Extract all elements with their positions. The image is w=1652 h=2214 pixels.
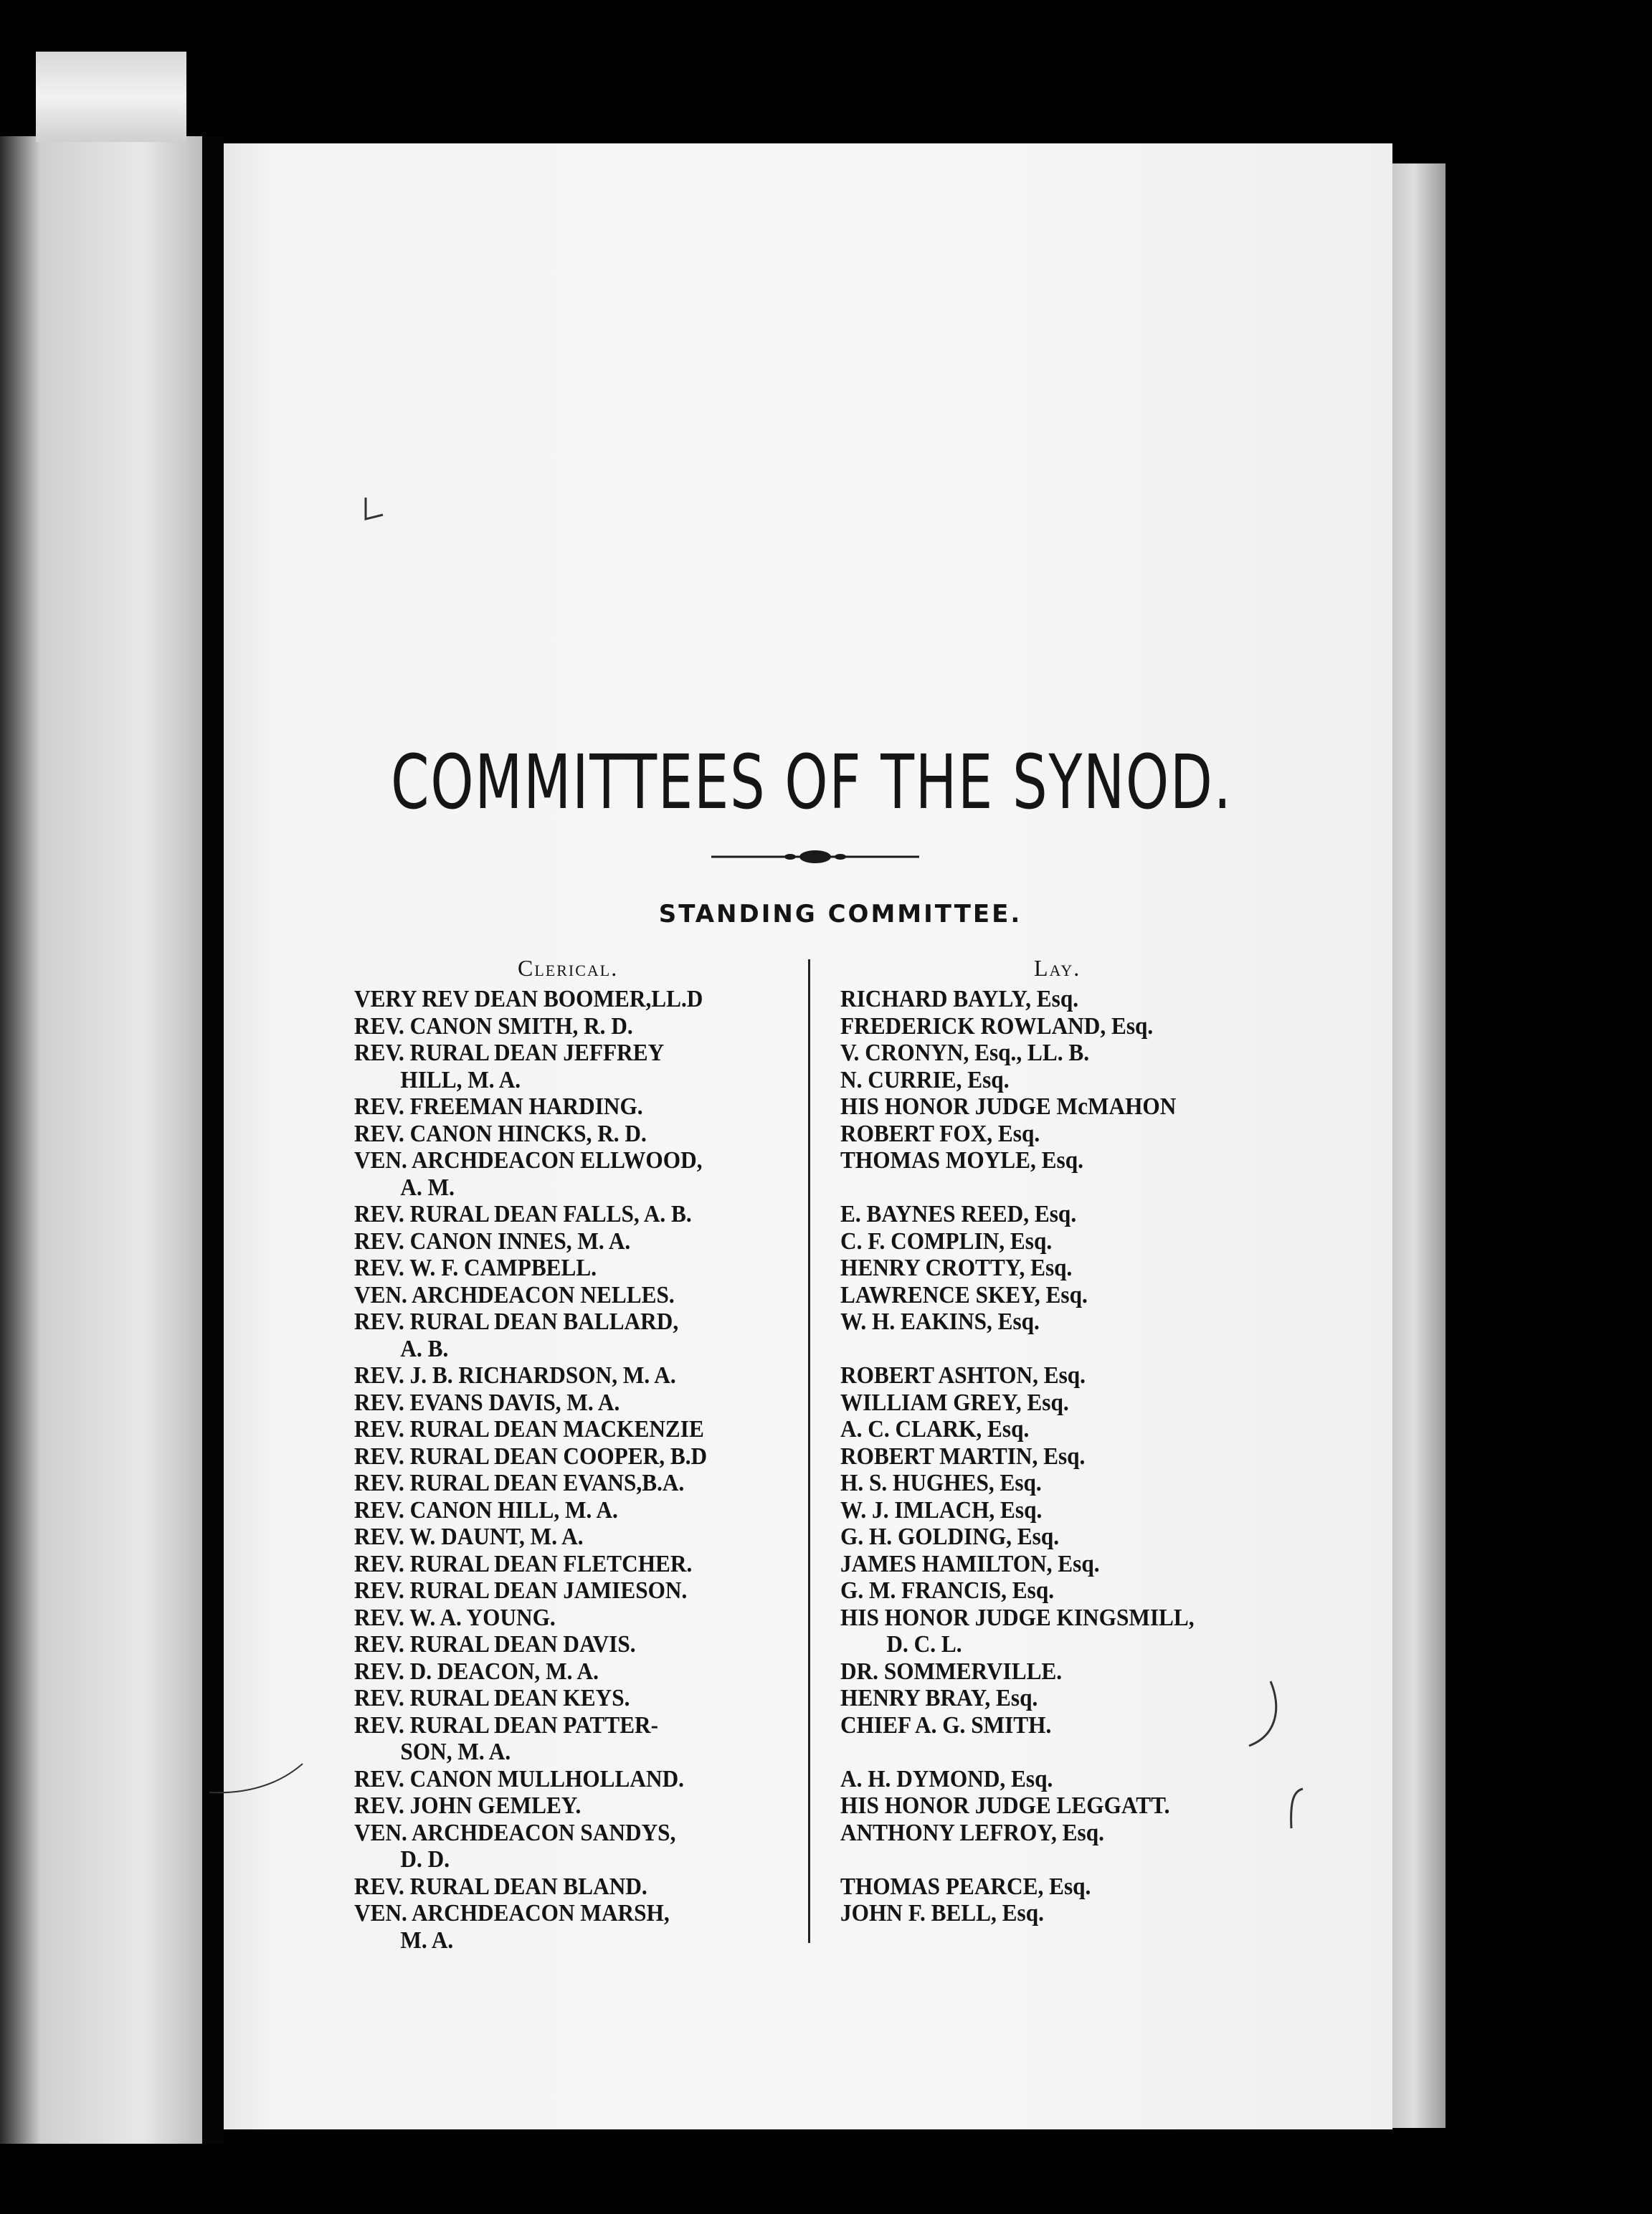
lay-member-entry: W. H. EAKINS, Esq. xyxy=(840,1308,1040,1335)
book-gutter xyxy=(202,136,224,2144)
clerical-member-entry: REV. RURAL DEAN PATTER- xyxy=(354,1711,659,1739)
clerical-member-entry: REV. CANON INNES, M. A. xyxy=(354,1227,631,1255)
clerical-member-entry: M. A. xyxy=(400,1926,454,1954)
lay-member-entry: G. H. GOLDING, Esq. xyxy=(840,1524,1060,1550)
clerical-member-entry: REV. RURAL DEAN MACKENZIE xyxy=(354,1416,704,1443)
clerical-member-entry: REV. RURAL DEAN EVANS,B.A. xyxy=(354,1470,685,1496)
lay-member-entry: CHIEF A. G. SMITH. xyxy=(840,1711,1052,1739)
lay-member-entry: THOMAS MOYLE, Esq. xyxy=(840,1147,1083,1174)
clerical-member-entry: REV. RURAL DEAN BALLARD, xyxy=(354,1308,679,1335)
lay-member-entry xyxy=(840,1846,1329,1873)
lay-member-entry: FREDERICK ROWLAND, Esq. xyxy=(840,1012,1154,1040)
left-page-edge xyxy=(0,136,202,2144)
lay-member-entry: WILLIAM GREY, Esq. xyxy=(840,1389,1069,1416)
clerical-member-entry: VEN. ARCHDEACON SANDYS, xyxy=(354,1819,676,1846)
clerical-member-entry: REV. EVANS DAVIS, M. A. xyxy=(354,1389,620,1416)
clerical-member-entry: VEN. ARCHDEACON NELLES. xyxy=(354,1281,675,1308)
lay-member-entry: ANTHONY LEFROY, Esq. xyxy=(840,1819,1104,1846)
clerical-member-entry: VEN. ARCHDEACON MARSH, xyxy=(354,1900,670,1926)
title-ornament-divider xyxy=(711,842,919,871)
clerical-member-list xyxy=(354,986,799,1954)
lay-member-entry: W. J. IMLACH, Esq. xyxy=(840,1496,1043,1524)
lay-member-entry: JAMES HAMILTON, Esq. xyxy=(840,1550,1100,1577)
clerical-member-entry: VEN. ARCHDEACON ELLWOOD, xyxy=(354,1147,703,1174)
clerical-member-entry: REV. CANON HILL, M. A. xyxy=(354,1496,618,1524)
pen-mark xyxy=(209,1757,310,1800)
lay-member-entry: A. H. DYMOND, Esq. xyxy=(840,1765,1053,1792)
lay-member-entry: HIS HONOR JUDGE McMAHON xyxy=(840,1093,1177,1120)
clerical-member-entry: REV. CANON SMITH, R. D. xyxy=(354,1012,633,1040)
clerical-member-entry: VERY REV DEAN BOOMER,LL.D xyxy=(354,986,703,1012)
lay-member-entry: ROBERT MARTIN, Esq. xyxy=(840,1443,1086,1470)
lay-member-entry: HENRY CROTTY, Esq. xyxy=(840,1255,1073,1281)
clerical-member-entry: REV. W. F. CAMPBELL. xyxy=(354,1255,597,1281)
lay-member-entry: A. C. CLARK, Esq. xyxy=(840,1416,1030,1443)
lay-member-entry: D. C. L. xyxy=(886,1631,962,1658)
clerical-member-entry: REV. W. A. YOUNG. xyxy=(354,1604,556,1631)
lay-member-entry: THOMAS PEARCE, Esq. xyxy=(840,1873,1091,1900)
clerical-column-heading: Clerical. xyxy=(518,955,619,981)
lay-member-entry: ROBERT FOX, Esq. xyxy=(840,1120,1040,1147)
lay-member-entry: RICHARD BAYLY, Esq. xyxy=(840,986,1079,1012)
clerical-member-entry: REV. RURAL DEAN JEFFREY xyxy=(354,1040,665,1066)
clerical-member-entry: HILL, M. A. xyxy=(400,1066,521,1093)
lay-member-entry: DR. SOMMERVILLE. xyxy=(840,1658,1063,1685)
lay-member-entry: E. BAYNES REED, Esq. xyxy=(840,1201,1077,1227)
clerical-member-entry: REV. RURAL DEAN FLETCHER. xyxy=(354,1550,693,1577)
clerical-member-entry: A. B. xyxy=(400,1335,449,1362)
clerical-member-entry: REV. FREEMAN HARDING. xyxy=(354,1093,643,1120)
lay-member-entry: ROBERT ASHTON, Esq. xyxy=(840,1362,1086,1389)
lay-member-entry xyxy=(840,1927,1329,1954)
clerical-member-entry: REV. CANON MULLHOLLAND. xyxy=(354,1765,684,1792)
page-title: COMMITTEES OF THE SYNOD. xyxy=(391,738,1233,826)
pen-mark xyxy=(1242,1678,1285,1757)
pen-mark xyxy=(360,495,389,523)
lay-member-entry: N. CURRIE, Esq. xyxy=(840,1066,1010,1093)
clerical-member-entry: REV. W. DAUNT, M. A. xyxy=(354,1524,584,1550)
clerical-member-entry: REV. RURAL DEAN FALLS, A. B. xyxy=(354,1201,692,1227)
lay-member-entry: C. F. COMPLIN, Esq. xyxy=(840,1227,1053,1255)
lay-member-entry: HIS HONOR JUDGE KINGSMILL, xyxy=(840,1604,1195,1631)
lay-member-entry: HIS HONOR JUDGE LEGGATT. xyxy=(840,1792,1170,1819)
lay-column-heading: Lay. xyxy=(1034,955,1081,981)
clerical-member-entry: D. D. xyxy=(400,1846,450,1873)
clerical-member-entry: A. M. xyxy=(400,1174,455,1201)
clerical-member-entry: REV. CANON HINCKS, R. D. xyxy=(354,1120,647,1147)
clerical-member-entry: REV. RURAL DEAN BLAND. xyxy=(354,1873,647,1900)
lay-member-entry: LAWRENCE SKEY, Esq. xyxy=(840,1281,1088,1308)
clerical-member-entry: SON, M. A. xyxy=(400,1739,511,1765)
lay-member-entry: G. M. FRANCIS, Esq. xyxy=(840,1577,1055,1604)
clerical-member-entry: REV. RURAL DEAN COOPER, B.D xyxy=(354,1443,708,1470)
section-heading: STANDING COMMITTEE. xyxy=(658,900,1022,928)
lay-member-entry xyxy=(840,1174,1329,1202)
clerical-member-entry: REV. RURAL DEAN DAVIS. xyxy=(354,1631,636,1658)
column-divider xyxy=(808,959,810,1943)
lay-member-entry: H. S. HUGHES, Esq. xyxy=(840,1470,1042,1496)
clerical-member-entry: REV. RURAL DEAN KEYS. xyxy=(354,1685,630,1711)
lay-member-entry xyxy=(840,1336,1329,1363)
clerical-member-entry: REV. J. B. RICHARDSON, M. A. xyxy=(354,1362,676,1389)
lay-member-entry: HENRY BRAY, Esq. xyxy=(840,1685,1038,1711)
clerical-member-entry: REV. D. DEACON, M. A. xyxy=(354,1658,599,1685)
lay-member-entry: V. CRONYN, Esq., LL. B. xyxy=(840,1040,1090,1066)
pen-mark xyxy=(1281,1785,1310,1835)
clerical-member-entry: REV. RURAL DEAN JAMIESON. xyxy=(354,1577,688,1604)
left-page-tab xyxy=(36,52,186,142)
clerical-member-entry: REV. JOHN GEMLEY. xyxy=(354,1792,581,1819)
lay-member-entry: JOHN F. BELL, Esq. xyxy=(840,1900,1044,1926)
document-page xyxy=(224,143,1392,2129)
right-page-edge xyxy=(1392,163,1446,2128)
